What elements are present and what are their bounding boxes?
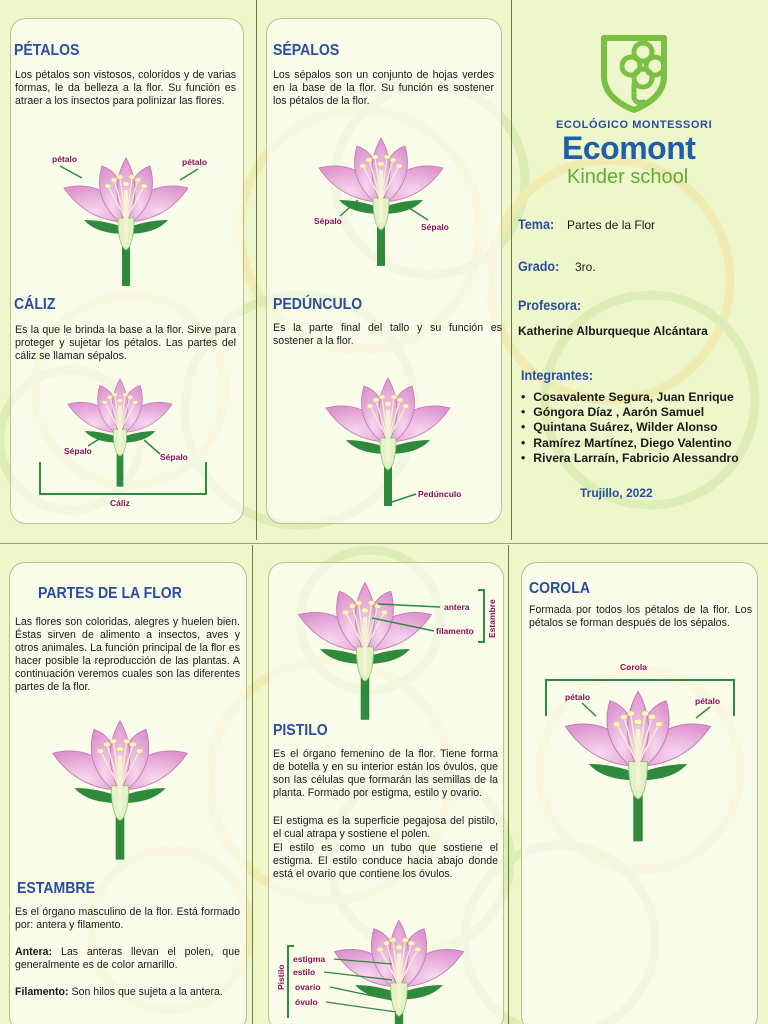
label-petalo: pétalo xyxy=(565,692,591,702)
list-item: • Cosavalente Segura, Juan Enrique xyxy=(521,390,739,405)
label-ovulo: óvulo xyxy=(295,997,318,1007)
label-caliz: Cáliz xyxy=(110,498,130,508)
grado-value: 3ro. xyxy=(575,260,596,274)
def-antera: Las anteras llevan el polen, que generalmente es de color amarillo. xyxy=(15,946,240,971)
label-petalo: pétalo xyxy=(182,157,208,167)
heading-sepalos: SÉPALOS xyxy=(273,42,340,59)
label-ovario: ovario xyxy=(295,982,321,992)
label-antera: antera xyxy=(444,602,470,612)
term-filamento: Filamento: xyxy=(15,986,69,998)
def-filamento: Son hilos que sujeta a la antera. xyxy=(71,986,223,998)
label-corola: Corola xyxy=(620,662,647,672)
heading-corola: COROLA xyxy=(529,580,591,597)
label-petalo: pétalo xyxy=(695,696,721,706)
heading-petalos: PÉTALOS xyxy=(14,42,80,59)
place-date: Trujillo, 2022 xyxy=(580,486,653,500)
term-antera: Antera: xyxy=(15,946,53,958)
list-item: • Góngora Díaz , Aarón Samuel xyxy=(521,405,739,420)
text-pistilo-3: El estilo es como un tubo que sostiene el estigma. El estilo conduce hacia abajo donde está el ovario que contiene los óvulos. xyxy=(273,842,498,880)
label-estambre: Estambre xyxy=(487,599,497,638)
label-sepalo: Sépalo xyxy=(64,446,92,456)
text-caliz: Es la que le brinda la base a la flor. Sirve para proteger y sujetar los pétalos. Las partes del cáliz se llaman sépalos. xyxy=(15,324,236,362)
label-estilo: estilo xyxy=(293,967,316,977)
text-corola: Formada por todos los pétalos de la flor. Los pétalos se forman después de los sépalos. xyxy=(529,604,752,629)
heading-pedunculo: PEDÚNCULO xyxy=(273,296,363,313)
label-filamento: filamento xyxy=(436,626,474,636)
heading-pistilo: PISTILO xyxy=(273,722,328,739)
text-pistilo-2: El estigma es la superficie pegajosa del pistilo, el cual atrapa y sostiene el polen. xyxy=(273,815,498,840)
heading-estambre: ESTAMBRE xyxy=(17,880,95,897)
label-pistilo: Pistilo xyxy=(276,964,286,990)
text-pedunculo: Es la parte final del tallo y su función es sostener a la flor. xyxy=(273,322,502,347)
text-sepalos: Los sépalos son un conjunto de hojas verdes en la base de la flor. Su función es sostener los pétalos de la flor. xyxy=(273,69,494,107)
brand-tagline: Kinder school xyxy=(567,166,689,188)
grado-label: Grado: xyxy=(518,258,560,274)
profesora-label: Profesora: xyxy=(518,297,582,313)
brand-name: Ecomont xyxy=(562,130,696,166)
label-estigma: estigma xyxy=(293,954,326,964)
list-item: • Ramírez Martínez, Diego Valentino xyxy=(521,436,739,451)
profesora-value: Katherine Alburqueque Alcántara xyxy=(518,324,708,338)
label-sepalo: Sépalo xyxy=(160,452,188,462)
label-petalo: pétalo xyxy=(52,154,78,164)
text-pistilo-1: Es el órgano femenino de la flor. Tiene forma de botella y en su interior están los óvulos, que son las células que formarán las semillas de la planta. Formado por estigma, estilo y ovario. xyxy=(273,748,498,799)
brand-kicker: ECOLÓGICO MONTESSORI xyxy=(556,119,713,131)
list-item: • Quintana Suárez, Wilder Alonso xyxy=(521,420,739,435)
label-pedunculo: Pedúnculo xyxy=(418,489,462,499)
tema-label: Tema: xyxy=(518,216,555,232)
text-partes: Las flores son coloridas, alegres y huelen bien. Éstas sirven de alimento a insectos, aves y otros animales. La función principal de la flor es hacer posible la reproducción de las plantas. A continuación veremos cuales son las diferentes partes de la flor. xyxy=(15,616,240,693)
integrantes-label: Integrantes: xyxy=(521,367,594,383)
tema-value: Partes de la Flor xyxy=(567,218,656,232)
heading-partes: PARTES DE LA FLOR xyxy=(38,585,182,602)
label-sepalo: Sépalo xyxy=(421,222,449,232)
text-petalos: Los pétalos son vistosos, coloridos y de varias formas, le da belleza a la flor. Su función es atraer a los insectos para polinizar las flores. xyxy=(15,69,236,107)
text-estambre: Es el órgano masculino de la flor. Está formado por: antera y filamento. xyxy=(15,906,240,931)
heading-caliz: CÁLIZ xyxy=(14,296,56,313)
list-item: • Rivera Larraín, Fabricio Alessandro xyxy=(521,451,739,466)
label-sepalo: Sépalo xyxy=(314,216,342,226)
